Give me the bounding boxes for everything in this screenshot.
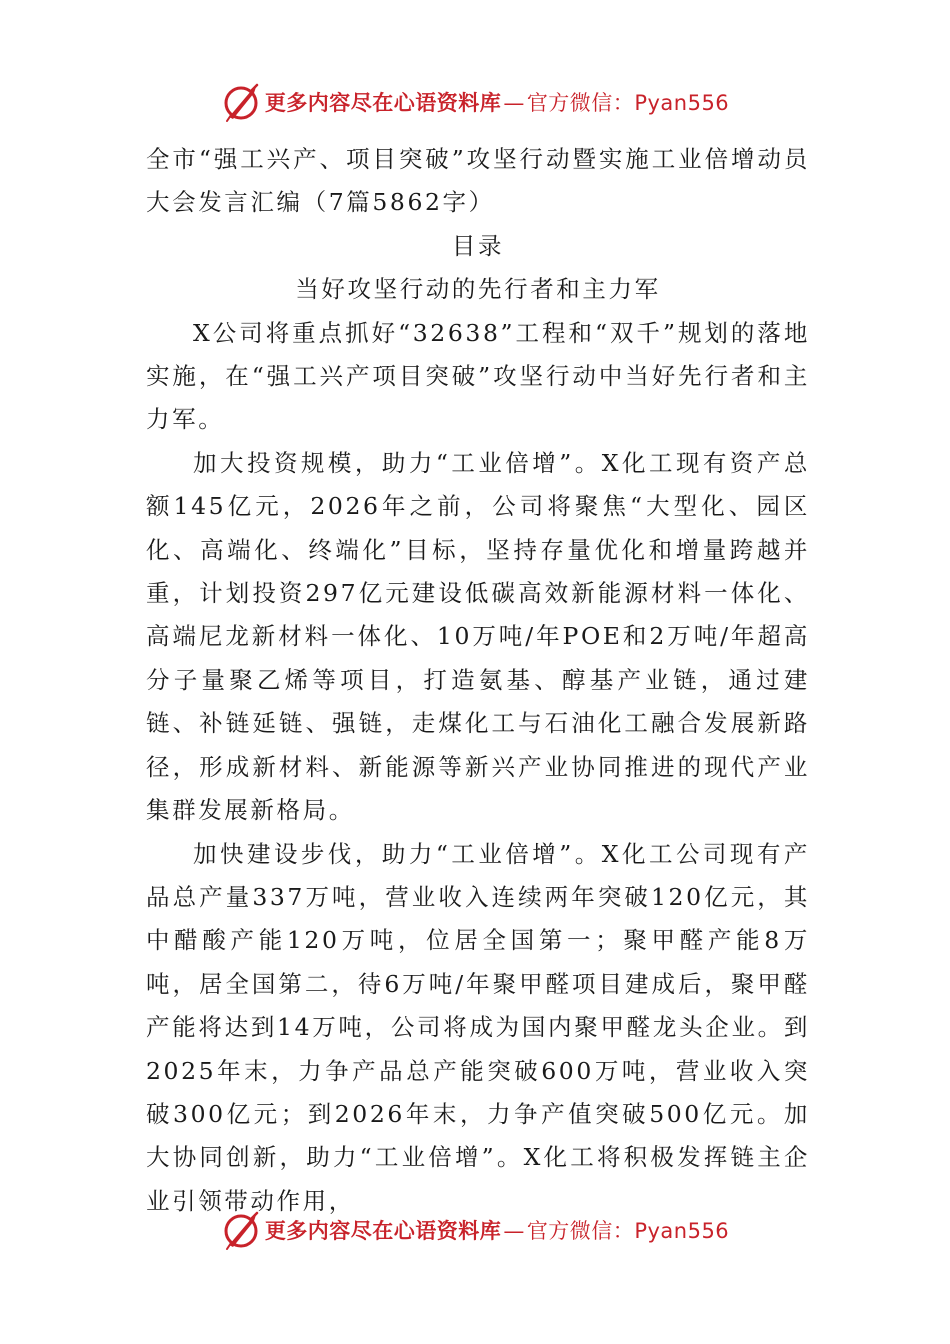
- pen-logo-icon: [221, 81, 263, 123]
- watermark-banner-top: [0, 78, 950, 126]
- watermark-wechat-id: Pyan556: [634, 1219, 730, 1243]
- watermark-slogan: 更多内容尽在心语资料库: [264, 91, 502, 115]
- watermark-wechat-id: Pyan556: [634, 91, 730, 115]
- toc-heading: 目录: [451, 231, 505, 260]
- paragraph-investment: 加大投资规模，助力“工业倍增”。X化工现有资产总额145亿元，2026年之前，公司将聚焦“大型化、园区化、高端化、终端化”目标，坚持存量优化和增量跨越并重，计划投资297亿元建设低碳高效新能源材料一体化、高端尼龙新材料一体化、10万吨/年POE和2万吨/年超高分子量聚乙烯等项目，打造氨基、醇基产业链，通过建链、补链延链、强链，走煤化工与石油化工融合发展新路径，形成新材料、新能源等新兴产业协同推进的现代产业集群发展新格局。: [146, 448, 810, 825]
- paragraph-intro: X公司将重点抓好“32638”工程和“双千”规划的落地实施，在“强工兴产项目突破”攻坚行动中当好先行者和主力军。: [146, 318, 810, 434]
- document-body: [146, 138, 810, 1223]
- watermark-wechat-label: 官方微信：: [526, 1219, 635, 1243]
- watermark-separator: —: [503, 1219, 525, 1243]
- watermark-slogan: 更多内容尽在心语资料库: [264, 1219, 502, 1243]
- watermark-banner-bottom: [0, 1206, 950, 1254]
- paragraph-construction: 加快建设步伐，助力“工业倍增”。X化工公司现有产品总产量337万吨，营业收入连续两年突破120亿元，其中醋酸产能120万吨，位居全国第一；聚甲醛产能8万吨，居全国第二，待6万吨/年聚甲醛项目建成后，聚甲醛产能将达到14万吨，公司将成为国内聚甲醛龙头企业。到2025年末，力争产品总产能突破600万吨，营业收入突破300亿元；到2026年末，力争产值突破500亿元。加大协同创新，助力“工业倍增”。X化工将积极发挥链主企业引领带动作用，: [146, 839, 810, 1215]
- watermark-text: [265, 87, 729, 117]
- pen-logo-icon: [221, 1209, 263, 1251]
- watermark-text: [265, 1215, 729, 1245]
- section-title: 当好攻坚行动的先行者和主力军: [295, 275, 661, 304]
- document-title: 全市“强工兴产、项目突破”攻坚行动暨实施工业倍增动员大会发言汇编（7篇5862字）: [146, 145, 810, 217]
- watermark-wechat-label: 官方微信：: [526, 91, 635, 115]
- watermark-separator: —: [503, 91, 525, 115]
